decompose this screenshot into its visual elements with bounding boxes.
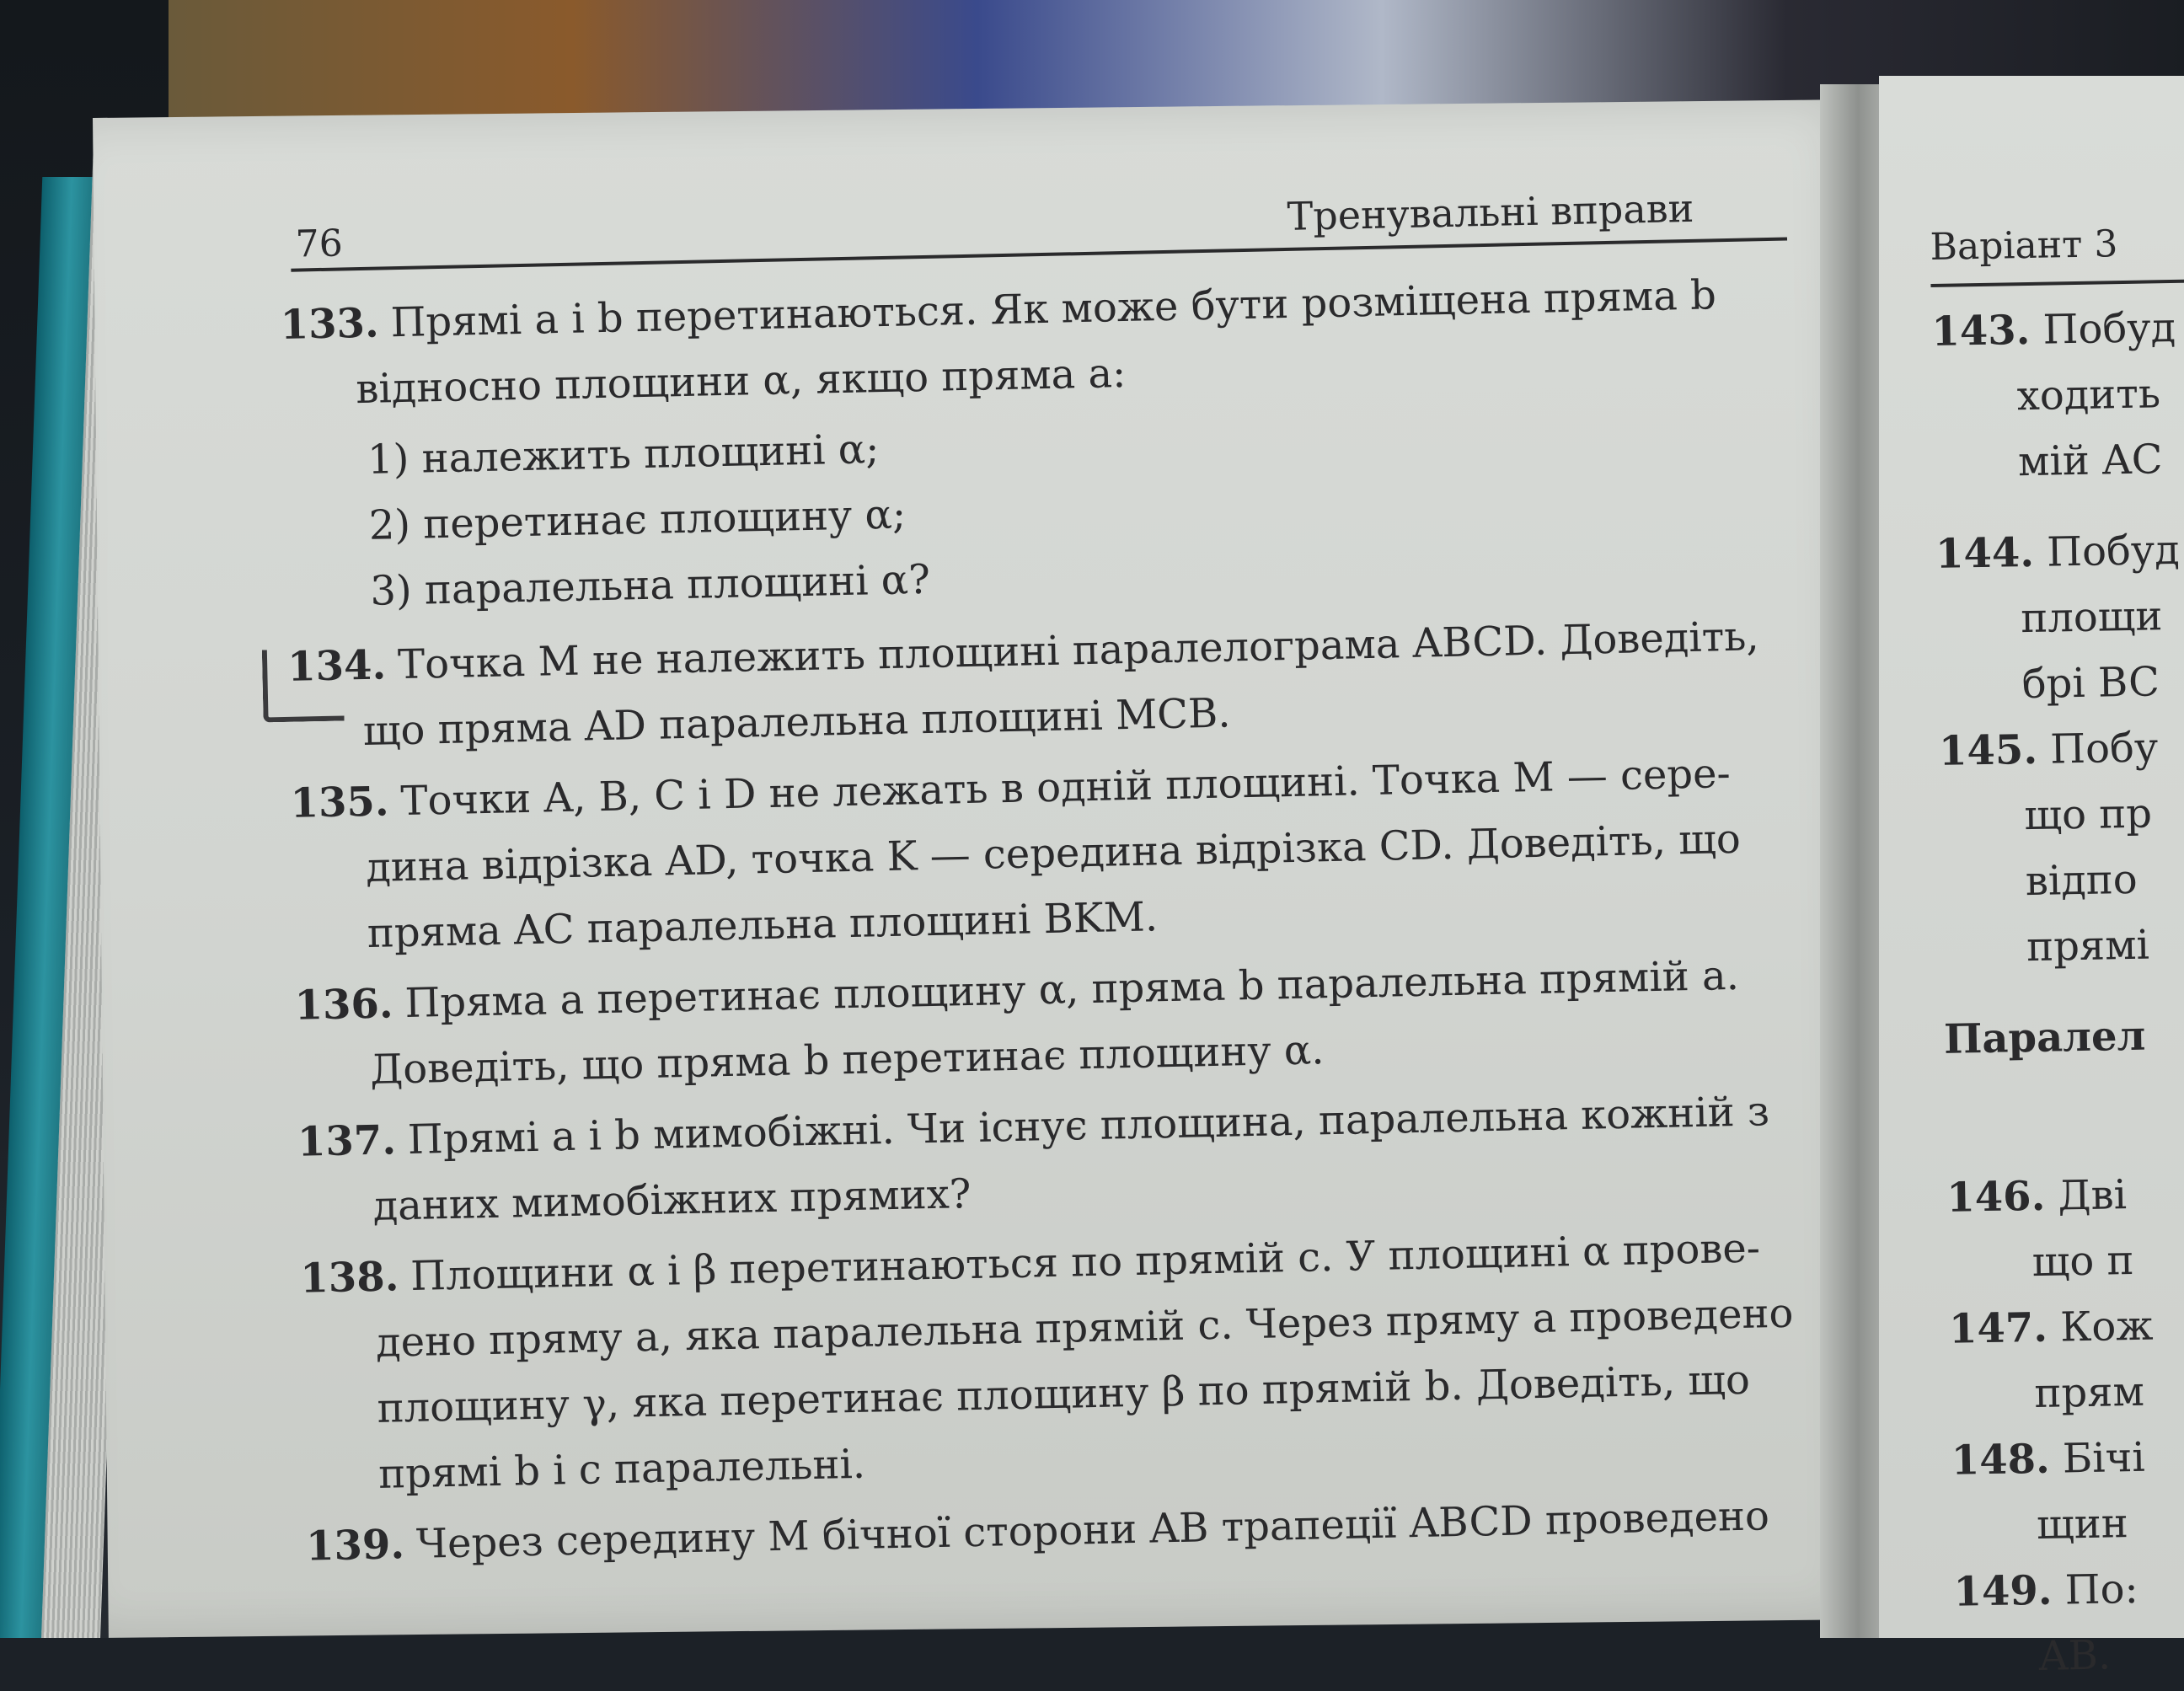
problem-136 [294,941,1805,1104]
problem-number: 138. [299,1253,399,1303]
problem-137 [297,1078,1807,1240]
fragment-text: Побуд [2042,303,2176,354]
problem-text: Прямі a і b мимобіжні. Чи існує площина, паралельна кожній з [407,1088,1770,1164]
problem-number: 147. [1948,1303,2048,1353]
fragment-145 [1938,714,2184,982]
problem-text: даних мимобіжних прямих? [372,1170,972,1230]
problem-number: 133. [280,299,380,349]
fragment-text: що п [2031,1236,2134,1287]
answer-option: 1) належить площині α; [367,425,880,484]
problem-number: 145. [1938,725,2038,775]
problem-text: пряма AC паралельна площині BKM. [367,893,1159,957]
fragment-text: Побуд [2046,526,2181,576]
problem-text: прямі b і c паралельні. [377,1440,866,1498]
problem-text: Пряма a перетинає площину α, пряма b паралельна прямій a. [404,951,1740,1028]
problem-number: 136. [294,980,394,1030]
problem-text: Прямі a і b перетинаються. Як може бути розміщена пряма b [390,271,1717,347]
fragment-text: По: [2064,1565,2139,1614]
problem-138 [300,1214,1813,1508]
fragment-text: мій AC [2017,436,2163,486]
problem-number: 148. [1951,1435,2051,1485]
page-number: 76 [295,222,344,266]
problem-number: 134. [286,641,387,691]
problem-text: Доведіть, що пряма b перетинає площину α. [369,1026,1325,1094]
pencil-bracket-mark [262,649,345,723]
problem-text: відносно площини α, якщо пряма a: [355,349,1127,414]
right-page-header: Варіант 3 [1930,210,2184,287]
fragment-text: щин [2036,1500,2129,1549]
problem-135 [290,739,1802,967]
problem-list [280,260,1815,1584]
problem-text: Через середину M бічної сторони AB трапеції ABCD проведено [415,1492,1770,1568]
problem-text: Точка M не належить площині паралелограма ABCD. Доведіть, [397,613,1760,689]
fragment-text: прям [2033,1367,2145,1418]
problem-text: Площини α і β перетинаються по прямій c. У площині α прове- [410,1224,1761,1300]
problem-134 [286,602,1797,765]
problem-text: що пряма AD паралельна площині MCB. [362,689,1231,756]
problem-number: 144. [1935,528,2035,578]
problem-text: дина відрізка AD, точка K — середина відрізка CD. Доведіть, що [365,815,1742,891]
fragment-text: Побу [2049,724,2159,773]
fragment-text: Бічі [2062,1433,2146,1483]
problem-text: Точки A, B, C і D не лежать в одній площині. Точка M — сере- [399,750,1732,826]
answer-option: 2) перетинає площину α; [368,490,907,549]
fragment-144 [1935,516,2184,719]
fragment-149 [1953,1555,2184,1691]
fragment-text: Дві [2058,1171,2128,1220]
fragment-148 [1951,1423,2184,1560]
fragment-text: брі BC [2021,658,2160,709]
fragment-143 [1931,294,2184,496]
problem-text: дено пряму a, яка паралельна прямій c. Через пряму a проведено [375,1289,1794,1367]
section-title: Тренувальні вправи [1287,185,1694,239]
section-heading: Паралел [1943,1012,2146,1063]
problem-number: 137. [297,1116,397,1166]
problem-number: 149. [1953,1566,2053,1616]
fragment-text: прямі [2026,921,2150,971]
fragment-146 [1946,1160,2184,1297]
fragment-text: Кож [2059,1302,2154,1351]
problem-number: 135. [290,778,390,827]
problem-number: 139. [305,1521,405,1571]
problem-number: 143. [1930,306,2031,356]
fragment-text: що пр [2023,789,2153,840]
fragment-text: AB. [2038,1631,2112,1680]
fragment-text: відпо [2025,855,2138,906]
problem-number: 146. [1946,1172,2046,1222]
fragment-text: ходить [2016,370,2161,420]
right-page-content [1930,210,2184,1690]
fragment-text: площи [2020,592,2163,643]
fragment-147 [1948,1292,2184,1428]
answer-option: 3) паралельна площині α? [369,555,931,615]
problem-text: площину γ, яка перетинає площину β по прямій b. Доведіть, що [377,1356,1751,1432]
